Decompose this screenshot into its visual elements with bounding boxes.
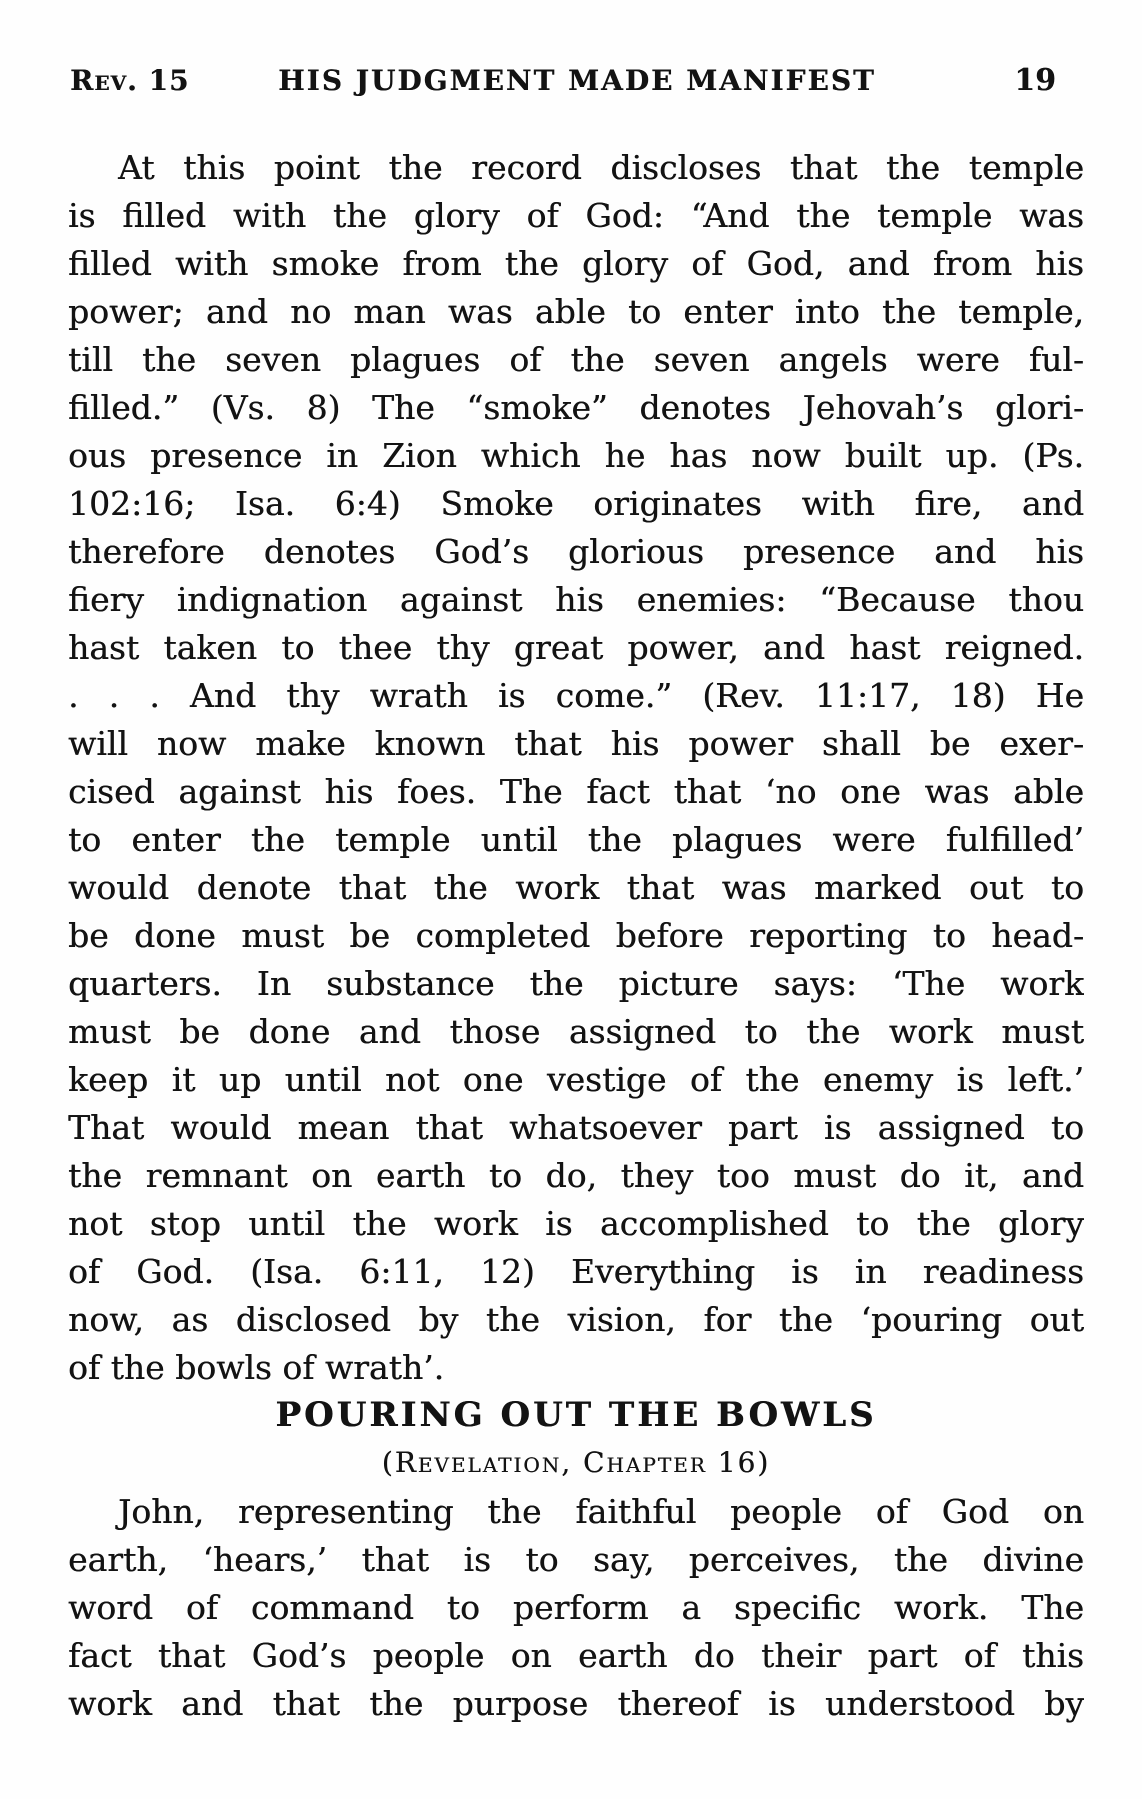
text-line: filled.” (Vs. 8) The “smoke” denotes Jehovah’s glori- xyxy=(68,388,1084,427)
text-line: 102:16; Isa. 6:4) Smoke originates with fire, and xyxy=(68,484,1084,523)
text-line: to enter the temple until the plagues were fulfilled’ xyxy=(68,820,1084,859)
text-line: quarters. In substance the picture says: ‘The work xyxy=(68,964,1084,1003)
text-line: hast taken to thee thy great power, and hast reigned. xyxy=(68,628,1084,667)
text-line: will now make known that his power shall be exer- xyxy=(68,724,1084,763)
text-line: now, as disclosed by the vision, for the ‘pouring out xyxy=(68,1300,1084,1339)
text-line: be done must be completed before reporting to head- xyxy=(68,916,1084,955)
text-line: That would mean that whatsoever part is assigned to xyxy=(68,1108,1084,1147)
text-line: At this point the record discloses that the temple xyxy=(118,148,1084,187)
text-line: earth, ‘hears,’ that is to say, perceives, the divine xyxy=(68,1540,1084,1579)
paragraph-temple-vision xyxy=(68,144,1084,1392)
header-page-number: 19 xyxy=(1014,63,1056,98)
text-line: cised against his foes. The fact that ‘no one was able xyxy=(68,772,1084,811)
text-line: keep it up until not one vestige of the enemy is left.’ xyxy=(68,1060,1084,1099)
text-line: of the bowls of wrath’. xyxy=(68,1348,445,1387)
text-line: filled with smoke from the glory of God, and from his xyxy=(68,244,1084,283)
text-line: not stop until the work is accomplished to the glory xyxy=(68,1204,1084,1243)
header-scripture-ref: Rev. 15 xyxy=(70,64,190,97)
text-line: fiery indignation against his enemies: “Because thou xyxy=(68,580,1084,619)
section-heading: POURING OUT THE BOWLS xyxy=(275,1395,877,1435)
text-line: till the seven plagues of the seven angels were ful- xyxy=(68,340,1084,379)
text-line: would denote that the work that was marked out to xyxy=(68,868,1084,907)
text-line: is filled with the glory of God: “And the temple was xyxy=(68,196,1084,235)
text-line: must be done and those assigned to the work must xyxy=(68,1012,1084,1051)
text-line: ous presence in Zion which he has now built up. (Ps. xyxy=(68,436,1084,475)
text-line: the remnant on earth to do, they too must do it, and xyxy=(68,1156,1084,1195)
text-line: power; and no man was able to enter into the temple, xyxy=(68,292,1084,331)
section-subheading: (Revelation, Chapter 16) xyxy=(381,1446,771,1479)
text-line: word of command to perform a specific work. The xyxy=(68,1588,1084,1627)
paragraph-john-hears xyxy=(68,1488,1084,1728)
text-line: therefore denotes God’s glorious presence and his xyxy=(68,532,1084,571)
header-title: HIS JUDGMENT MADE MANIFEST xyxy=(278,64,876,97)
text-line: work and that the purpose thereof is understood by xyxy=(68,1684,1084,1723)
text-line: . . . And thy wrath is come.” (Rev. 11:17, 18) He xyxy=(68,676,1084,715)
text-line: fact that God’s people on earth do their part of this xyxy=(68,1636,1084,1675)
text-column xyxy=(68,0,1084,1728)
text-line: of God. (Isa. 6:11, 12) Everything is in readiness xyxy=(68,1252,1084,1291)
text-line: John, representing the faithful people of God on xyxy=(118,1492,1084,1531)
